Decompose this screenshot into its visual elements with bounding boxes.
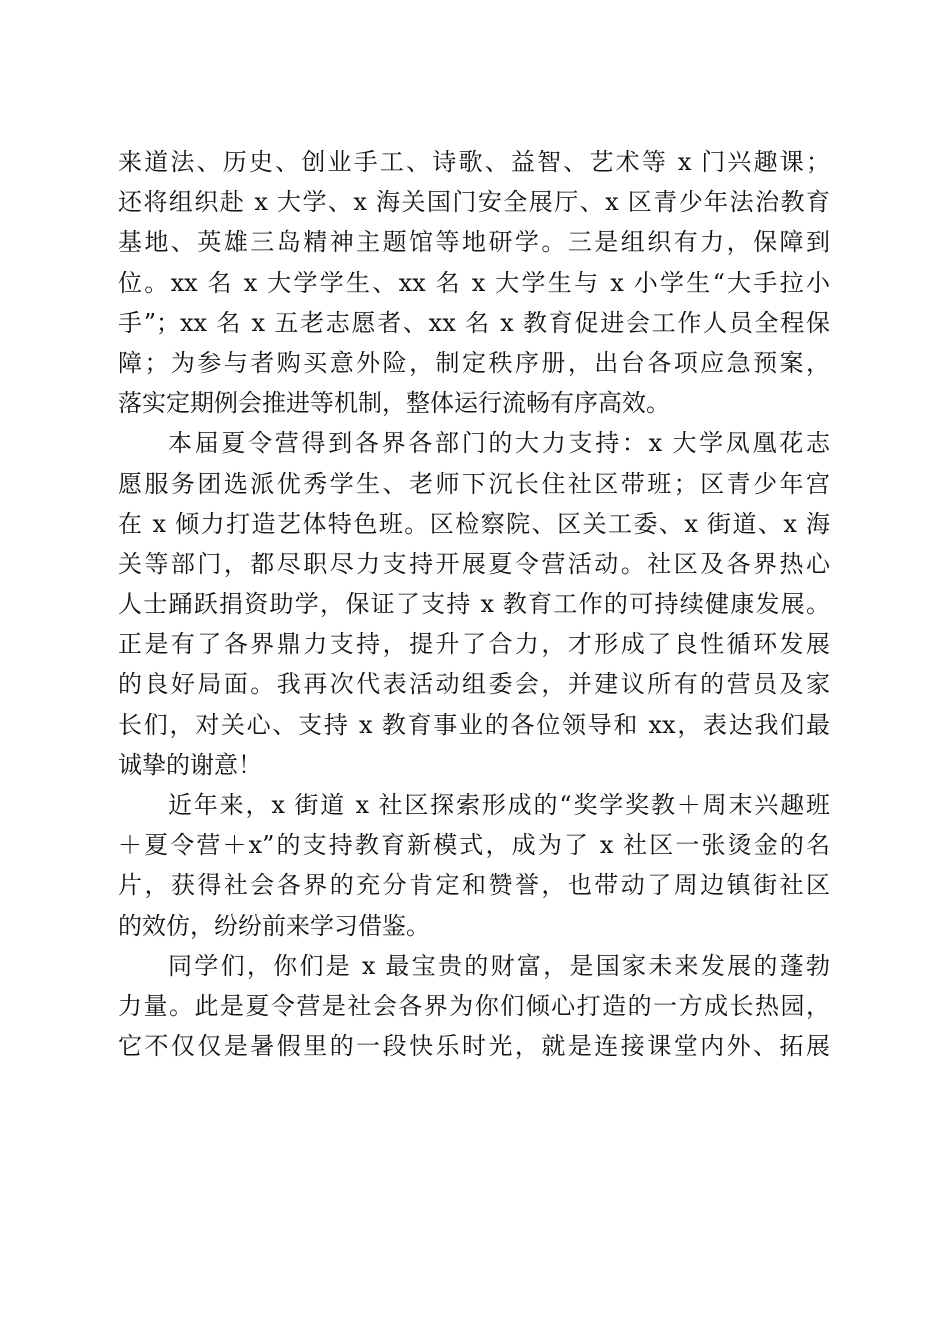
body-line: 还将组织赴 x 大学、x 海关国门安全展厅、x 区青少年法治教育 [118,188,830,217]
body-line: 位。xx 名 x 大学学生、xx 名 x 大学生与 x 小学生“大手拉小 [118,268,830,297]
body-line: 障；为参与者购买意外险，制定秩序册，出台各项应急预案， [118,348,830,377]
body-line: 近年来，x 街道 x 社区探索形成的“奖学奖教＋周末兴趣班 [168,791,830,819]
body-line: ＋夏令营＋x”的支持教育新模式，成为了 x 社区一张烫金的名 [118,831,830,860]
body-line: 片，获得社会各界的充分肯定和赞誉，也带动了周边镇街社区 [118,871,830,900]
body-line: 在 x 倾力打造艺体特色班。区检察院、区关工委、x 街道、x 海 [118,509,830,538]
body-line: 力量。此是夏令营是社会各界为你们倾心打造的一方成长热园， [118,991,830,1020]
body-line: 人士踊跃捐资助学，保证了支持 x 教育工作的可持续健康发展。 [118,590,830,619]
document-body [118,142,830,1066]
body-line: 正是有了各界鼎力支持，提升了合力，才形成了良性循环发展 [118,630,830,659]
body-line: 手”；xx 名 x 五老志愿者、xx 名 x 教育促进会工作人员全程保 [118,308,830,337]
body-line: 的良好局面。我再次代表活动组委会，并建议所有的营员及家 [118,670,830,699]
body-line: 基地、英雄三岛精神主题馆等地研学。三是组织有力，保障到 [118,228,830,257]
body-line: 长们，对关心、支持 x 教育事业的各位领导和 xx，表达我们最 [118,710,830,739]
body-line: 愿服务团选派优秀学生、老师下沉长住社区带班；区青少年宫 [118,469,830,498]
body-line: 来道法、历史、创业手工、诗歌、益智、艺术等 x 门兴趣课； [118,148,830,176]
body-line: 本届夏令营得到各界各部门的大力支持：x 大学凤凰花志 [168,429,830,458]
body-line: 的效仿，纷纷前来学习借鉴。 [118,911,430,940]
body-line: 它不仅仅是暑假里的一段快乐时光，就是连接课堂内外、拓展 [118,1032,830,1061]
body-line: 诚挚的谢意！ [118,750,262,779]
body-line: 关等部门，都尽职尽力支持开展夏令营活动。社区及各界热心 [118,549,830,578]
body-line: 落实定期例会推进等机制，整体运行流畅有序高效。 [118,389,670,418]
body-line: 同学们，你们是 x 最宝贵的财富，是国家未来发展的蓬勃 [168,951,830,980]
